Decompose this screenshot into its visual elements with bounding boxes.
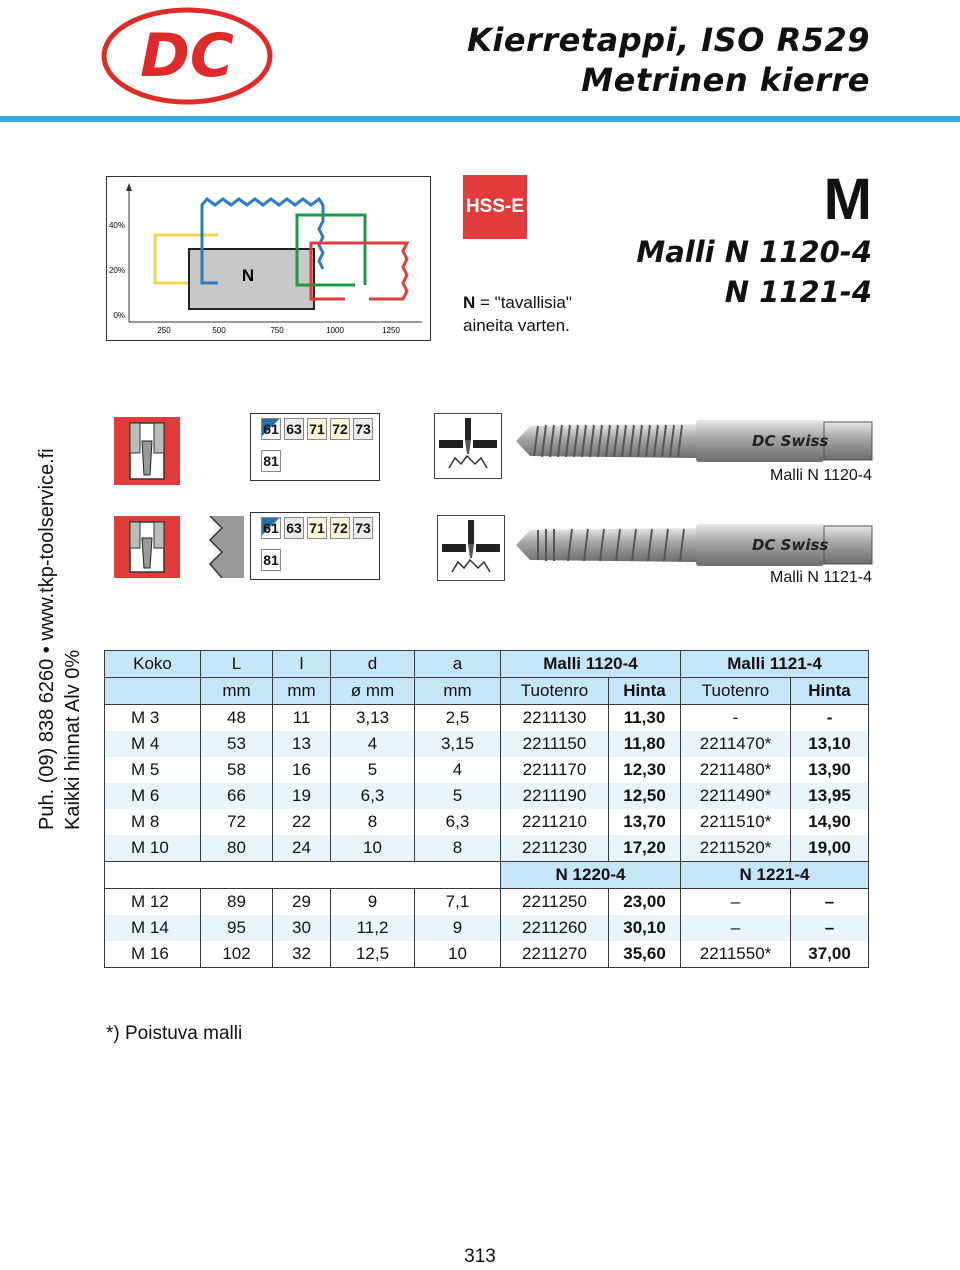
table-cell: 13,90 — [791, 757, 869, 783]
table-cell: 2211230 — [501, 835, 609, 862]
table-cell: 16 — [273, 757, 331, 783]
n-box-label: N — [241, 266, 255, 285]
table-cell: M 12 — [105, 889, 201, 916]
table-cell: - — [681, 705, 791, 732]
table-cell: 13 — [273, 731, 331, 757]
table-cell: 11,80 — [609, 731, 681, 757]
table-row — [105, 783, 869, 809]
col-d: d — [331, 651, 415, 678]
table-cell: 12,50 — [609, 783, 681, 809]
table-cell: 9 — [331, 889, 415, 916]
table-cell: 24 — [273, 835, 331, 862]
through-hole-icon-2 — [437, 515, 505, 581]
table-cell: – — [681, 915, 791, 941]
table-cell: 66 — [201, 783, 273, 809]
table-row — [105, 757, 869, 783]
tool-caption-1121: Malli N 1121-4 — [770, 569, 872, 586]
table-row — [105, 941, 869, 968]
table-cell: 58 — [201, 757, 273, 783]
table-cell: 10 — [415, 941, 501, 968]
table-cell: 14,90 — [791, 809, 869, 835]
table-row — [105, 809, 869, 835]
n-note-line1: = "tavallisia" — [475, 293, 572, 312]
subheader-blank — [105, 862, 501, 889]
material-71: 71 — [307, 418, 327, 440]
unit-koko — [105, 678, 201, 705]
table-cell: 11,2 — [331, 915, 415, 941]
table-cell: 2211550* — [681, 941, 791, 968]
table-row — [105, 835, 869, 862]
table-cell: 2211250 — [501, 889, 609, 916]
table-cell: 102 — [201, 941, 273, 968]
table-cell: M 6 — [105, 783, 201, 809]
table-cell: 37,00 — [791, 941, 869, 968]
side-line-2: Kaikki hinnat Alv 0% — [62, 649, 84, 830]
table-cell: 19 — [273, 783, 331, 809]
y-tick-0: 0% — [113, 311, 125, 320]
table-cell: 10 — [331, 835, 415, 862]
table-cell: 23,00 — [609, 889, 681, 916]
dc-logo — [100, 6, 275, 106]
header-rule — [0, 116, 960, 122]
table-cell: 4 — [415, 757, 501, 783]
model-line-2: N 1121-4 — [724, 275, 872, 309]
material-72: 72 — [330, 517, 350, 539]
tap-image-1120 — [516, 416, 874, 466]
table-cell: 9 — [415, 915, 501, 941]
table-cell: 4 — [331, 731, 415, 757]
table-row — [105, 915, 869, 941]
table-cell: 2211520* — [681, 835, 791, 862]
table-cell: M 4 — [105, 731, 201, 757]
table-cell: 12,30 — [609, 757, 681, 783]
table-cell: 6,3 — [415, 809, 501, 835]
table-cell: – — [681, 889, 791, 916]
table-cell: 72 — [201, 809, 273, 835]
col-L: L — [201, 651, 273, 678]
tap-image-1121 — [516, 520, 874, 570]
material-73: 73 — [353, 418, 373, 440]
table-cell: 48 — [201, 705, 273, 732]
col-a: a — [415, 651, 501, 678]
table-cell: - — [791, 705, 869, 732]
col-malli-1120: Malli 1120-4 — [501, 651, 681, 678]
col-l: l — [273, 651, 331, 678]
x-tick-500: 500 — [212, 326, 226, 335]
subheader-model-1: N 1221-4 — [681, 862, 869, 889]
unit-hinta-2: Hinta — [791, 678, 869, 705]
table-cell: 6,3 — [331, 783, 415, 809]
series-letter: M — [823, 167, 872, 232]
table-cell: 2,5 — [415, 705, 501, 732]
product-table — [104, 650, 868, 968]
thread-profile-icon — [182, 516, 244, 578]
y-tick-40: 40% — [108, 221, 125, 230]
material-group-box-1 — [250, 413, 380, 481]
unit-hinta-1: Hinta — [609, 678, 681, 705]
table-cell: – — [791, 889, 869, 916]
table-cell: 3,13 — [331, 705, 415, 732]
material-group-box-2 — [250, 512, 380, 580]
table-cell: 53 — [201, 731, 273, 757]
material-81: 81 — [261, 549, 281, 571]
table-cell: 2211170 — [501, 757, 609, 783]
table-cell: 22 — [273, 809, 331, 835]
unit-d: ø mm — [331, 678, 415, 705]
table-cell: 2211270 — [501, 941, 609, 968]
table-cell: 2211470* — [681, 731, 791, 757]
n-note-bold: N — [463, 293, 476, 312]
table-cell: M 5 — [105, 757, 201, 783]
table-cell: M 16 — [105, 941, 201, 968]
title-line-1: Kierretappi, ISO R529 — [467, 21, 870, 59]
x-tick-1250: 1250 — [382, 326, 400, 335]
table-cell: 3,15 — [415, 731, 501, 757]
table-header-row-2 — [105, 678, 869, 705]
material-61: 61 — [261, 517, 281, 539]
table-cell: 11,30 — [609, 705, 681, 732]
unit-tuotenro-1: Tuotenro — [501, 678, 609, 705]
table-cell: 2211510* — [681, 809, 791, 835]
table-cell: 19,00 — [791, 835, 869, 862]
table-cell: 35,60 — [609, 941, 681, 968]
table-cell: 2211260 — [501, 915, 609, 941]
table-cell: M 10 — [105, 835, 201, 862]
x-tick-250: 250 — [157, 326, 171, 335]
table-cell: 2211150 — [501, 731, 609, 757]
material-72: 72 — [330, 418, 350, 440]
table-cell: 29 — [273, 889, 331, 916]
table-cell: 80 — [201, 835, 273, 862]
table-cell: 95 — [201, 915, 273, 941]
material-73: 73 — [353, 517, 373, 539]
table-header-row-1 — [105, 651, 869, 678]
table-cell: 30,10 — [609, 915, 681, 941]
table-cell: M 14 — [105, 915, 201, 941]
table-cell: 8 — [331, 809, 415, 835]
through-hole-icon-1 — [434, 413, 502, 479]
table-cell: 7,1 — [415, 889, 501, 916]
tap-brand-2: DC Swiss — [752, 536, 829, 554]
tool-caption-1120: Malli N 1120-4 — [770, 467, 872, 484]
col-koko: Koko — [105, 651, 201, 678]
tap-form-icon-2 — [114, 516, 180, 578]
page-number: 313 — [464, 1246, 496, 1267]
material-61: 61 — [261, 418, 281, 440]
material-63: 63 — [284, 517, 304, 539]
table-cell: 30 — [273, 915, 331, 941]
logo-text: DC — [140, 21, 234, 91]
table-cell: 13,95 — [791, 783, 869, 809]
table-cell: 5 — [415, 783, 501, 809]
table-cell: 5 — [331, 757, 415, 783]
n-note — [463, 291, 572, 337]
y-tick-20: 20% — [108, 266, 125, 275]
table-cell: 2211480* — [681, 757, 791, 783]
table-cell: 11 — [273, 705, 331, 732]
table-cell: 17,20 — [609, 835, 681, 862]
table-cell: 2211490* — [681, 783, 791, 809]
table-cell: 2211130 — [501, 705, 609, 732]
x-tick-1000: 1000 — [326, 326, 344, 335]
material-63: 63 — [284, 418, 304, 440]
table-cell: 89 — [201, 889, 273, 916]
subheader-model-0: N 1220-4 — [501, 862, 681, 889]
table-cell: 13,70 — [609, 809, 681, 835]
material-81: 81 — [261, 450, 281, 472]
n-note-line2: aineita varten. — [463, 316, 570, 335]
table-cell: M 8 — [105, 809, 201, 835]
table-cell: 32 — [273, 941, 331, 968]
cutting-speed-graph — [106, 176, 431, 341]
side-line-1: Puh. (09) 838 6260 • www.tkp-toolservice.fi — [36, 448, 58, 830]
table-cell: 8 — [415, 835, 501, 862]
col-malli-1121: Malli 1121-4 — [681, 651, 869, 678]
tap-brand-1: DC Swiss — [752, 432, 829, 450]
title-line-2: Metrinen kierre — [581, 61, 870, 99]
footnote: *) Poistuva malli — [106, 1023, 243, 1044]
table-cell: 2211210 — [501, 809, 609, 835]
table-cell: 2211190 — [501, 783, 609, 809]
x-tick-750: 750 — [270, 326, 284, 335]
table-row — [105, 889, 869, 916]
model-title — [636, 232, 872, 312]
table-cell: – — [791, 915, 869, 941]
side-contact-text — [34, 430, 86, 830]
unit-l: mm — [273, 678, 331, 705]
material-71: 71 — [307, 517, 327, 539]
unit-a: mm — [415, 678, 501, 705]
table-subheader-row — [105, 862, 869, 889]
tap-form-icon-1 — [114, 417, 180, 485]
unit-tuotenro-2: Tuotenro — [681, 678, 791, 705]
table-row — [105, 731, 869, 757]
table-row — [105, 705, 869, 732]
table-cell: 13,10 — [791, 731, 869, 757]
page-title — [467, 20, 870, 100]
hss-e-badge: HSS-E — [463, 175, 527, 239]
unit-L: mm — [201, 678, 273, 705]
table-cell: 12,5 — [331, 941, 415, 968]
red-range — [311, 243, 407, 299]
table-cell: M 3 — [105, 705, 201, 732]
model-line-1: Malli N 1120-4 — [636, 235, 872, 269]
